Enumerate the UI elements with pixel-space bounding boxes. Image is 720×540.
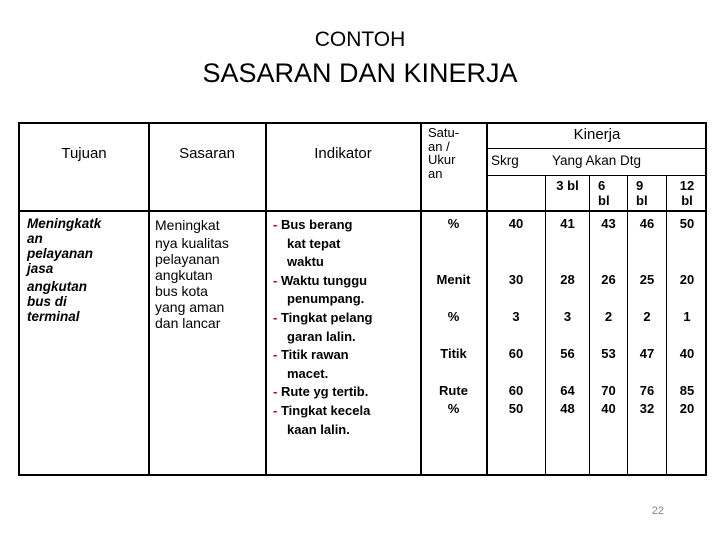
- value-p9: 47: [639, 346, 655, 361]
- value-p6: 40: [601, 401, 616, 416]
- indikator-cell: [273, 216, 372, 439]
- value-skrg: 30: [508, 272, 524, 287]
- page-number: 22: [651, 505, 664, 517]
- value-skrg: 60: [508, 383, 524, 398]
- value-skrg: 50: [508, 401, 524, 416]
- value-satuan: %: [447, 309, 460, 324]
- slide-subtitle: SASARAN DAN KINERJA: [202, 58, 518, 88]
- slide-title: CONTOH: [314, 28, 406, 51]
- grid-line: [20, 210, 707, 212]
- indikator-line: - Rute yg tertib.: [273, 384, 369, 400]
- indikator-line: kat tepat: [287, 235, 341, 251]
- value-p3: 56: [560, 346, 575, 361]
- header-9bl: 9 bl: [636, 178, 648, 208]
- header-yang-akan-dtg: Yang Akan Dtg: [552, 153, 642, 168]
- value-p9: 76: [639, 383, 655, 398]
- header-tujuan: Tujuan: [61, 145, 107, 162]
- value-p12: 85: [679, 383, 695, 398]
- grid-line: [148, 124, 150, 476]
- value-satuan: Menit: [436, 272, 471, 287]
- value-p12: 20: [679, 401, 695, 416]
- value-skrg: 60: [508, 346, 524, 361]
- grid-line: [486, 148, 707, 149]
- header-skrg: Skrg: [491, 153, 519, 168]
- value-p12: 40: [679, 346, 695, 361]
- indikator-line: penumpang.: [287, 291, 365, 307]
- value-satuan: %: [447, 401, 460, 416]
- indikator-line: waktu: [287, 254, 324, 270]
- value-p9: 46: [639, 216, 655, 231]
- value-satuan: %: [447, 216, 460, 231]
- value-p12: 20: [679, 272, 695, 287]
- grid-line: [486, 124, 488, 476]
- header-indikator: Indikator: [314, 145, 372, 162]
- value-p6: 26: [601, 272, 616, 287]
- value-p3: 3: [563, 309, 572, 324]
- value-skrg: 3: [512, 309, 520, 324]
- value-p12: 50: [679, 216, 695, 231]
- value-p6: 2: [604, 309, 613, 324]
- value-p3: 41: [560, 216, 575, 231]
- grid-line: [420, 124, 422, 476]
- indikator-line: - Tingkat kecela: [273, 402, 371, 418]
- indikator-line: garan lalin.: [287, 328, 356, 344]
- value-skrg: 40: [508, 216, 524, 231]
- header-6bl: 6 bl: [598, 178, 610, 208]
- indikator-line: - Tingkat pelang: [273, 309, 373, 325]
- value-satuan: Rute: [439, 383, 468, 398]
- value-p3: 48: [560, 401, 575, 416]
- value-p9: 32: [639, 401, 655, 416]
- header-sasaran: Sasaran: [179, 145, 235, 162]
- header-kinerja: Kinerja: [573, 126, 621, 143]
- header-3bl: 3 bl: [556, 178, 579, 193]
- kinerja-table: [18, 122, 707, 476]
- value-p3: 28: [560, 272, 575, 287]
- tujuan-cell: Meningkatk an pelayanan jasa angkutan bus di terminal: [27, 216, 102, 324]
- grid-line: [486, 175, 707, 176]
- indikator-line: - Bus berang: [273, 217, 353, 232]
- grid-line: [265, 124, 267, 476]
- value-p3: 64: [560, 383, 575, 398]
- indikator-line: macet.: [287, 365, 329, 381]
- value-p12: 1: [683, 309, 691, 324]
- value-p9: 25: [639, 272, 655, 287]
- value-satuan: Titik: [440, 346, 467, 361]
- indikator-line: - Waktu tunggu: [273, 272, 368, 288]
- value-p6: 53: [601, 346, 616, 361]
- indikator-line: - Titik rawan: [273, 347, 349, 363]
- value-p9: 2: [643, 309, 651, 324]
- header-satuan: Satu- an / Ukur an: [428, 125, 460, 181]
- value-p6: 70: [601, 383, 616, 398]
- indikator-line: kaan lalin.: [287, 421, 350, 437]
- value-p6: 43: [601, 216, 616, 231]
- header-12bl: 12 bl: [679, 178, 695, 208]
- sasaran-cell: Meningkat nya kualitas pelayanan angkutan bus kota yang aman dan lancar: [155, 217, 229, 331]
